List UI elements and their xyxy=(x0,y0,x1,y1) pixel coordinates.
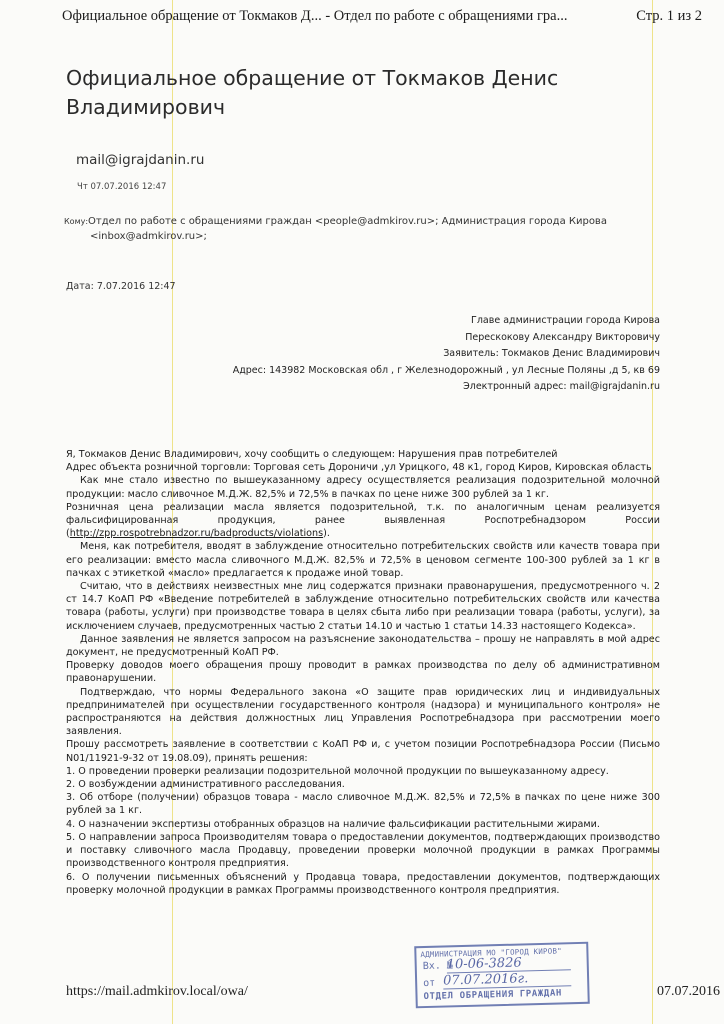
stamp-department: ОТДЕЛ ОБРАЩЕНИЯ ГРАЖДАН xyxy=(423,988,563,1003)
decision-item: 4. О назначении экспертизы отобранных образцов на наличие фальсификации растительными жирами. xyxy=(66,818,600,830)
recipient-line[interactable]: <inbox@admkirov.ru>; xyxy=(90,231,207,242)
decision-item: 6. О получении письменных объяснений у Продавца товара, предоставлении документов, подтверждающих проверку молочной продукции в рамках Программы производственного контроля предприятия. xyxy=(66,871,660,896)
paragraph-text: Розничная цена реализации масла является подозрительной, т.к. по аналогичным ценам реализуется фальсифицированная продукция, ранее выявленная Роспотребнадзором России ( xyxy=(66,501,660,540)
paragraph: Как мне стало известно по вышеуказанному адресу осуществляется реализация подозрительной молочной продукции: масло сливочное М.Д.Ж. 82,5% и 72,5% в пачках по цене ниже 300 рублей за 1 кг. xyxy=(66,475,660,500)
page-counter: Стр. 1 из 2 xyxy=(636,8,702,24)
print-header xyxy=(62,8,702,26)
paragraph: Проверку доводов моего обращения прошу проводит в рамках производства по делу об административном правонарушении. xyxy=(66,660,660,685)
address-line: Заявитель: Токмаков Денис Владимирович xyxy=(443,348,660,359)
paragraph: Адрес объекта розничной торговли: Торговая сеть Дороничи ,ул Урицкого, 48 к1, город Киров, Кировская область xyxy=(66,462,652,474)
paragraph: Подтверждаю, что нормы Федерального закона «О защите прав юридических лиц и индивидуальных предпринимателей при осуществлении государственного контроля (надзора) и муниципального контроля» не распространяются на действия должностных лиц Управления Роспотребнадзора при рассмотрении моего заявления. xyxy=(66,686,660,738)
decision-item: 5. О направлении запроса Производителям товара о предоставлении документов, подтверждающих производство и поставку сливочного масла Продавцу, проведении проверки молочной продукции в рамках Программы производственного контроля предприятия. xyxy=(66,831,660,870)
decision-item: 2. О возбуждении административного расследования. xyxy=(66,779,345,791)
sender-address[interactable]: mail@igrajdanin.ru xyxy=(76,152,205,168)
paragraph: Считаю, что в действиях неизвестных мне лиц содержатся признаки правонарушения, предусмотренного ч. 2 ст 14.7 КоАП РФ «Введение потребителей в заблуждение относительно потребительских свойств или качества товара (работы, услуги) при производстве товара в целях сбыта либо при реализации товара (работы, услуги), за исключением случаев, предусмотренных частью 2 статьи 14.10 и частью 1 статьи 14.33 настоящего Кодекса». xyxy=(66,581,660,632)
paragraph: Прошу рассмотреть заявление в соответствии с КоАП РФ и, с учетом позиции Роспотребнадзора России (Письмо N01/11921-9-32 от 19.08.09), принять решения: xyxy=(66,739,660,764)
addressee-block xyxy=(180,313,660,396)
address-line: Электронный адрес: mail@igrajdanin.ru xyxy=(463,381,660,392)
print-footer xyxy=(66,984,720,1002)
address-line: Главе администрации города Кирова xyxy=(471,315,660,326)
violations-link[interactable]: http://zpp.rospotrebnadzor.ru/badproducts/violations xyxy=(69,528,324,540)
recipients xyxy=(64,214,624,244)
stamp-number: 10-06-3826 xyxy=(447,954,571,973)
email-subject: Официальное обращение от Токмаков Денис Владимирович xyxy=(66,66,559,119)
address-line: Перескокову Александру Викторовичу xyxy=(465,331,660,343)
footer-date: 07.07.2016 xyxy=(657,984,720,999)
letter-date: Дата: 7.07.2016 12:47 xyxy=(66,281,176,292)
sent-date: Чт 07.07.2016 12:47 xyxy=(77,182,167,192)
footer-url[interactable]: https://mail.admkirov.local/owa/ xyxy=(66,984,248,999)
stamp-title: АДМИНИСТРАЦИЯ МО "ГОРОД КИРОВ" xyxy=(420,946,562,960)
paragraph-text: ). xyxy=(323,528,330,540)
stamp-from-label: от xyxy=(423,977,436,990)
stamp-in-label: Вх. № xyxy=(422,960,453,973)
letter-body xyxy=(66,448,660,897)
recipient-line[interactable]: Отдел по работе с обращениями граждан <people@admkirov.ru>; Администрация города Кирова xyxy=(88,216,607,227)
paragraph xyxy=(66,501,660,541)
address-line: Адрес: 143982 Московская обл , г Железнодорожный , ул Лесные Поляны ,д 5, кв 69 xyxy=(232,364,660,376)
decision-item: 1. О проведении проверки реализации подозрительной молочной продукции по вышеуказанному адресу. xyxy=(66,765,609,777)
to-label: Кому: xyxy=(64,217,89,226)
paragraph: Данное заявления не является запросом на разъяснение законодательства – прошу не направлять в мой адрес документ, не предусмотренный КоАП РФ. xyxy=(66,633,660,659)
paragraph: Я, Токмаков Денис Владимирович, хочу сообщить о следующем: Нарушения прав потребителей xyxy=(66,449,558,460)
print-header-title: Официальное обращение от Токмаков Д... - Отдел по работе с обращениями гра... xyxy=(62,8,568,24)
paragraph: Меня, как потребителя, вводят в заблуждение относительно потребительских свойств или качеств товара при его реализации: вместо масла сливочного М.Д.Ж. 82,5% и 72,5% в ценовом сегменте 100-300 рублей за 1 кг в пачках с этикеткой «масло» предлагается к продаже иной товар. xyxy=(66,541,660,579)
stamp-date: 07.07.2016г. xyxy=(443,970,571,989)
decision-item: 3. Об отборе (получении) образцов товара - масло сливочное М.Д.Ж. 82,5% и 72,5% в пачках по цене ниже 300 рублей за 1 кг. xyxy=(66,792,660,817)
